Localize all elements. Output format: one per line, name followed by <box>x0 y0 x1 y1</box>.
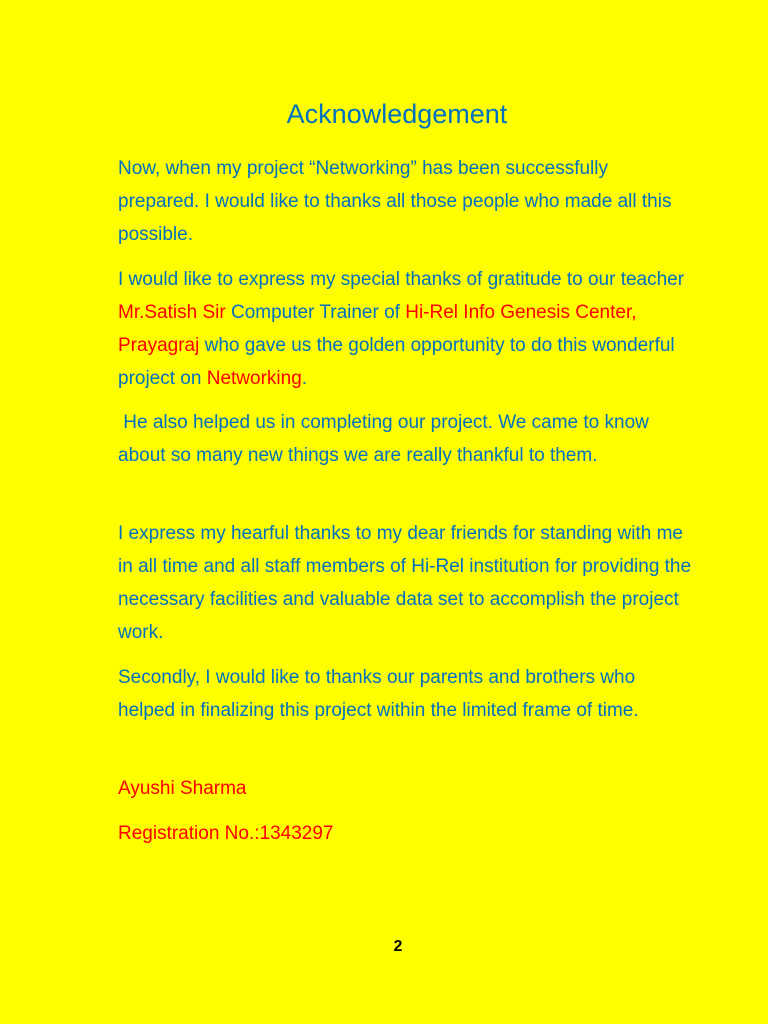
trainer-name: Mr.Satish Sir <box>118 302 226 323</box>
paragraph-friends: I express my hearful thanks to my dear friends for standing with me in all time and all staff members of Hi-Rel institution for providing the necessary facilities and valuable data set to accomplish the project work. <box>118 523 692 643</box>
paragraph-parents: Secondly, I would like to thanks our parents and brothers who helped in finalizing this project within the limited frame of time. <box>118 667 639 721</box>
page-number: 2 <box>393 938 403 955</box>
project-topic: Networking <box>206 368 302 389</box>
paragraph-gratitude <box>118 263 693 395</box>
page-title: Acknowledgement <box>286 99 508 129</box>
gratitude-text-1: I would like to express my special thanks of gratitude to our teacher <box>118 269 685 290</box>
registration-number: Registration No.:1343297 <box>118 823 334 844</box>
paragraph-help: He also helped us in completing our project. We came to know about so many new things we are really thankful to them. <box>118 412 655 466</box>
center-name: Hi-Rel Info Genesis Center, Prayagraj <box>118 302 637 356</box>
paragraph-intro: Now, when my project “Networking” has been successfully prepared. I would like to thanks all those people who made all this possible. <box>118 158 672 245</box>
gratitude-text-3: who gave us the golden opportunity to do this wonderful project on <box>118 335 675 389</box>
gratitude-text-2: Computer Trainer of <box>225 302 406 323</box>
author-name: Ayushi Sharma <box>118 778 247 799</box>
gratitude-text-4: . <box>301 368 308 389</box>
